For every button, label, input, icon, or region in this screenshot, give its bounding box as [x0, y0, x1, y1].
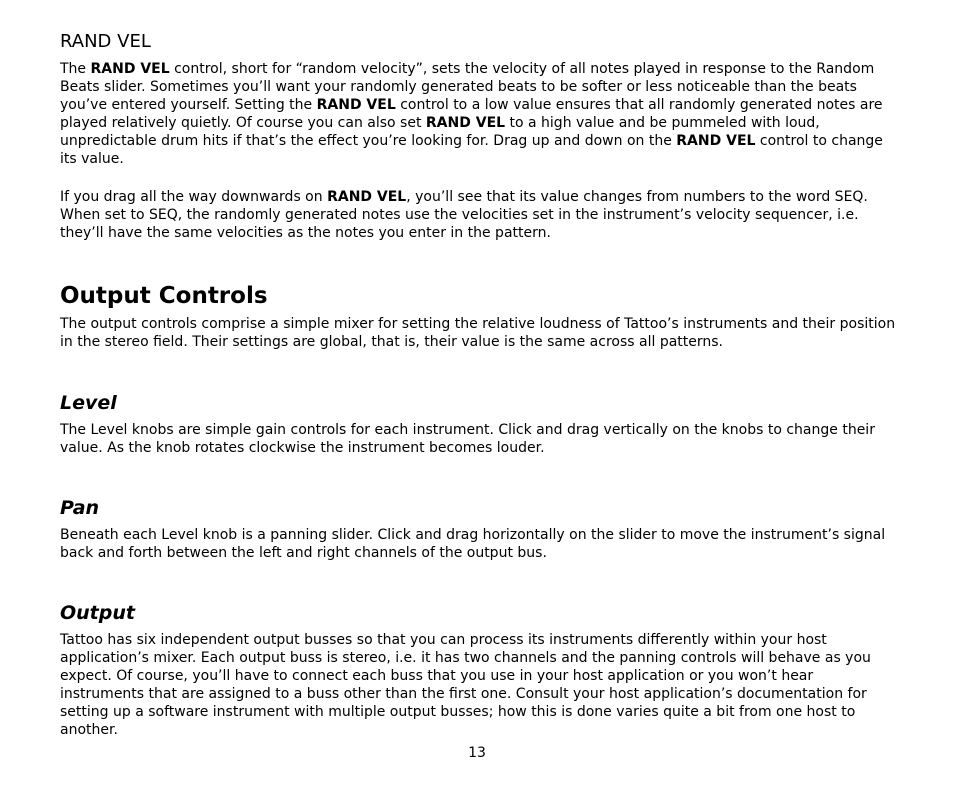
- level-paragraph: The Level knobs are simple gain controls for each instrument. Click and drag vertically on the knobs to change their value. As the knob rotates clockwise the instrument becomes louder.: [60, 422, 875, 456]
- rand-vel-term: RAND VEL: [676, 133, 756, 149]
- rand-vel-term: RAND VEL: [316, 97, 396, 113]
- rand-vel-term: RAND VEL: [425, 115, 506, 131]
- pan-paragraph: Beneath each Level knob is a panning slider. Click and drag horizontally on the slider to move the instrument’s signal back and forth between the left and right channels of the output bus.: [60, 527, 886, 561]
- level-heading: Level: [60, 392, 117, 414]
- rand-vel-heading: RAND VEL: [60, 31, 151, 52]
- rand-vel-paragraph-2: If you drag all the way downwards on RAND VEL, you’ll see that its value changes from numbers to the word SEQ. When set to SEQ, the randomly generated notes use the velocities set in the instrument’s velocity sequencer, i.e. they’ll have the same velocities as the notes you enter in the pattern.: [60, 189, 868, 241]
- page-number: 13: [468, 745, 486, 761]
- rand-vel-term: RAND VEL: [327, 189, 407, 205]
- rand-vel-term: RAND VEL: [90, 61, 170, 77]
- output-paragraph: Tattoo has six independent output busses so that you can process its instruments differently within your host application’s mixer. Each output buss is stereo, i.e. it has two channels and the panning controls will behave as you expect. Of course, you’ll have to connect each buss that you use in your host application or you won’t hear instruments that are assigned to a buss other than the first one. Consult your host application’s documentation for setting up a software instrument with multiple output busses; how this is done varies quite a bit from one host to another.: [60, 632, 871, 738]
- output-controls-heading: Output Controls: [60, 283, 268, 309]
- output-heading: Output: [60, 602, 135, 624]
- pan-heading: Pan: [60, 497, 100, 519]
- output-controls-intro: The output controls comprise a simple mixer for setting the relative loudness of Tattoo’s instruments and their position in the stereo field. Their settings are global, that is, their value is the same across all patterns.: [60, 316, 896, 350]
- rand-vel-paragraph-1: The RAND VEL control, short for “random velocity”, sets the velocity of all notes played in response to the Random Beats slider. Sometimes you’ll want your randomly generated beats to be softer or less noticeable than the beats you’ve entered yourself. Setting the RAND VEL control to a low value ensures that all randomly generated notes are played relatively quietly. Of course you can also set RAND VEL to a high value and be pummeled with loud, unpredictable drum hits if that’s the effect you’re looking for. Drag up and down on the RAND VEL control to change its value.: [60, 61, 883, 167]
